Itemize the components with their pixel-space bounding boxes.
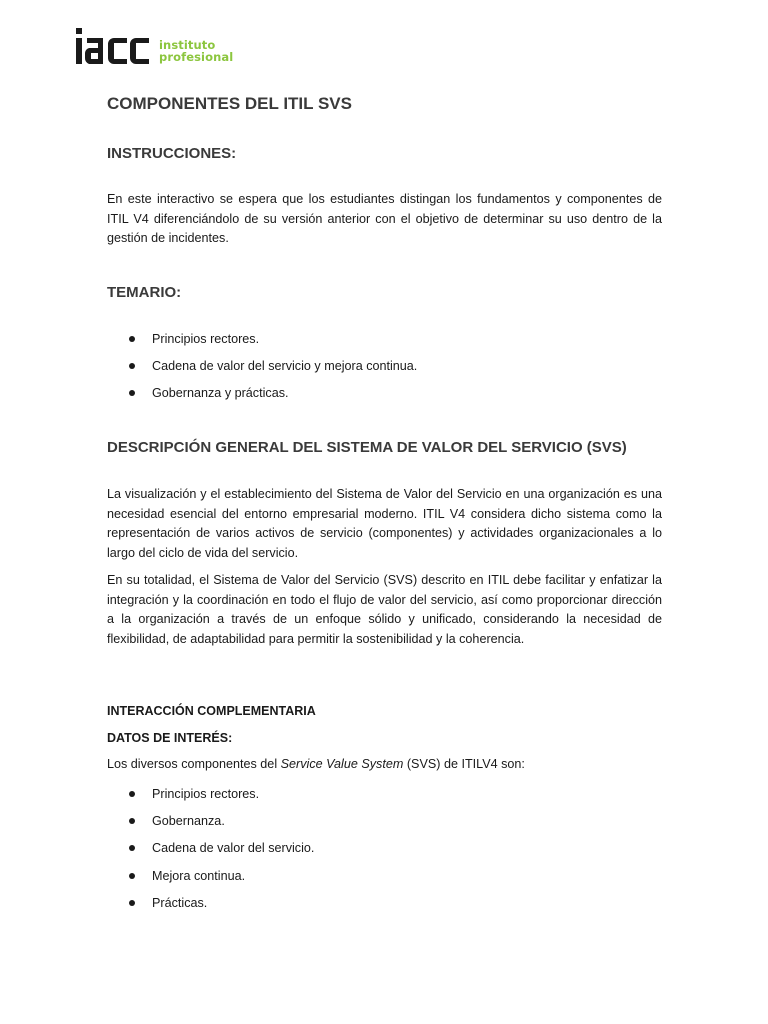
list-item-text: Gobernanza. [152, 814, 225, 829]
bullet-icon [129, 336, 135, 342]
list-item-text: Gobernanza y prácticas. [152, 386, 289, 401]
list-item-text: Mejora continua. [152, 868, 246, 883]
list-item [107, 894, 314, 921]
data-of-interest-heading: DATOS DE INTERÉS: [107, 731, 233, 745]
bullet-icon [129, 900, 135, 906]
intro-emphasis: Service Value System [280, 757, 404, 771]
interaction-heading: INTERACCIÓN COMPLEMENTARIA [107, 704, 316, 718]
list-item [107, 867, 314, 894]
list-item [107, 785, 314, 812]
logo-line2: profesional [159, 50, 234, 64]
instructions-text: En este interactivo se espera que los estudiantes distingan los fundamentos y componentes de ITIL V4 diferenciándolo de su versión anterior con el objetivo de determinar su uso dentro de la gestión de incidentes. [107, 192, 662, 246]
bullet-icon [129, 791, 135, 797]
instructions-heading: INSTRUCCIONES: [107, 145, 237, 162]
temario-heading: TEMARIO: [107, 284, 182, 301]
logo-subtitle [159, 39, 233, 63]
bullet-icon [129, 873, 135, 879]
list-item-text: Cadena de valor del servicio. [152, 841, 315, 856]
description-paragraph-1: La visualización y el establecimiento del Sistema de Valor del Servicio en una organización es una necesidad esencial del entorno empresarial moderno. ITIL V4 considera dicho sistema como la representación de varios activos de servicio (componentes) y actividades organizacionales a lo largo del ciclo de vida del servicio. [107, 487, 662, 560]
list-item-text: Prácticas. [152, 895, 208, 910]
list-item [107, 330, 417, 357]
bullet-icon [129, 363, 135, 369]
intro-after: (SVS) de ITILV4 son: [403, 757, 525, 771]
description-heading: DESCRIPCIÓN GENERAL DEL SISTEMA DE VALOR DEL SERVICIO (SVS) [107, 439, 627, 456]
logo-line1: instituto [159, 38, 216, 52]
description-paragraph-2: En su totalidad, el Sistema de Valor del Servicio (SVS) descrito en ITIL debe facilitar y enfatizar la integración y la coordinación en todo el flujo de valor del servicio, así como proporcionar dirección a la organización a través de un enfoque sólido y unificado, considerando la necesidad de flexibilidad, de adaptabilidad para permitir la sostenibilidad y la coherencia. [107, 573, 662, 646]
list-item [107, 357, 417, 384]
list-item-text: Principios rectores. [152, 332, 260, 346]
list-item-text: Principios rectores. [152, 787, 260, 801]
bullet-icon [129, 818, 135, 824]
components-intro [107, 757, 525, 771]
list-item [107, 812, 314, 839]
iacc-logo-mark [76, 26, 156, 66]
temario-list [107, 330, 417, 412]
list-item [107, 384, 417, 411]
intro-before: Los diversos componentes del [107, 757, 281, 771]
iacc-logo [76, 26, 233, 66]
bullet-icon [129, 845, 135, 851]
components-list [107, 785, 314, 921]
bullet-icon [129, 390, 135, 396]
list-item-text: Cadena de valor del servicio y mejora continua. [152, 359, 418, 374]
list-item [107, 839, 314, 866]
document-title: COMPONENTES DEL ITIL SVS [107, 94, 352, 113]
